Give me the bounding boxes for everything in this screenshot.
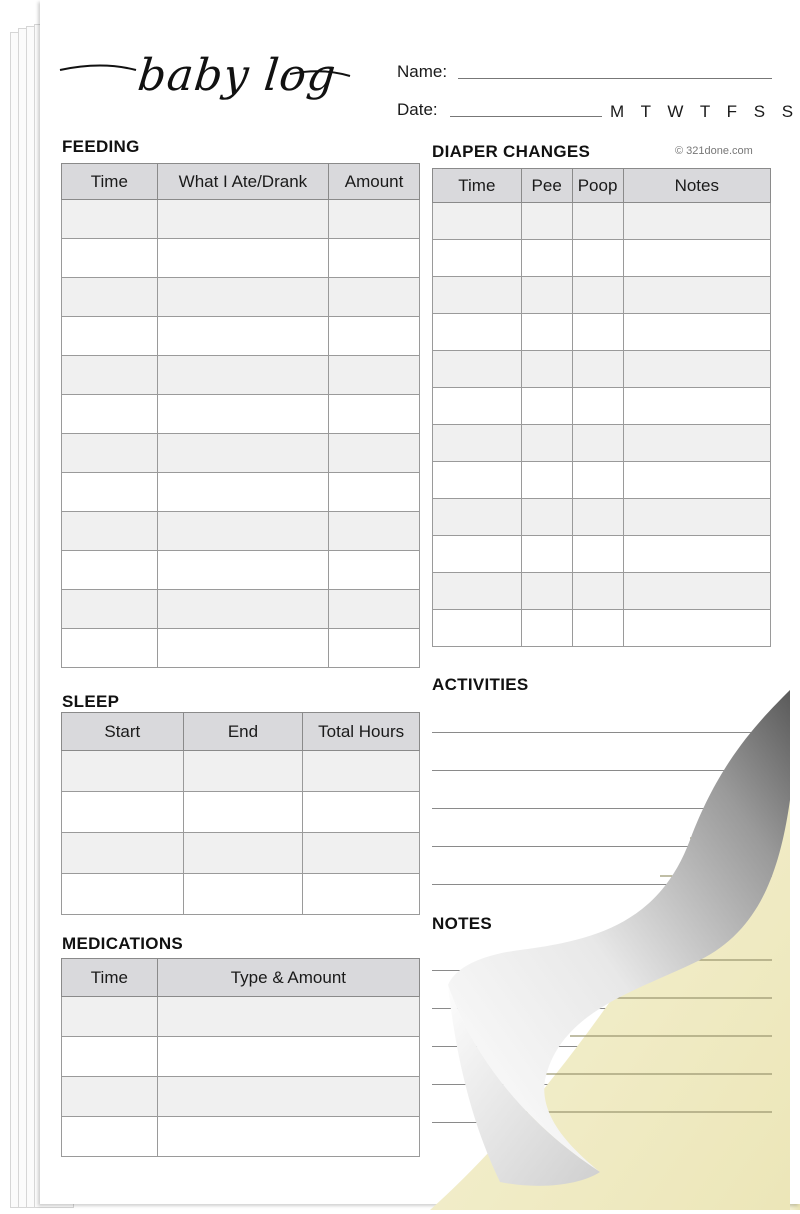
feeding-col-amount: Amount [329,164,420,200]
sleep-col-end: End [183,713,303,751]
medications-col-type: Type & Amount [157,959,419,997]
feeding-col-what: What I Ate/Drank [157,164,328,200]
notes-title: NOTES [432,914,493,933]
sleep-col-start: Start [62,713,184,751]
sleep-title: SLEEP [62,692,120,711]
activities-title: ACTIVITIES [432,675,529,694]
page-title: baby log [135,50,339,101]
date-label: Date: [397,100,438,119]
diaper-col-time: Time [433,169,522,203]
medications-title: MEDICATIONS [62,934,184,953]
copyright: © 321done.com [675,145,753,157]
name-label: Name: [397,62,448,81]
sleep-col-total: Total Hours [303,713,420,751]
feeding-title: FEEDING [62,137,140,156]
feeding-col-time: Time [62,164,158,200]
diaper-title: DIAPER CHANGES [432,142,591,161]
diaper-col-pee: Pee [521,169,572,203]
diaper-col-notes: Notes [623,169,770,203]
weekday-selector[interactable]: M T W T F S S [610,102,800,121]
medications-col-time: Time [62,959,158,997]
diaper-col-poop: Poop [572,169,623,203]
